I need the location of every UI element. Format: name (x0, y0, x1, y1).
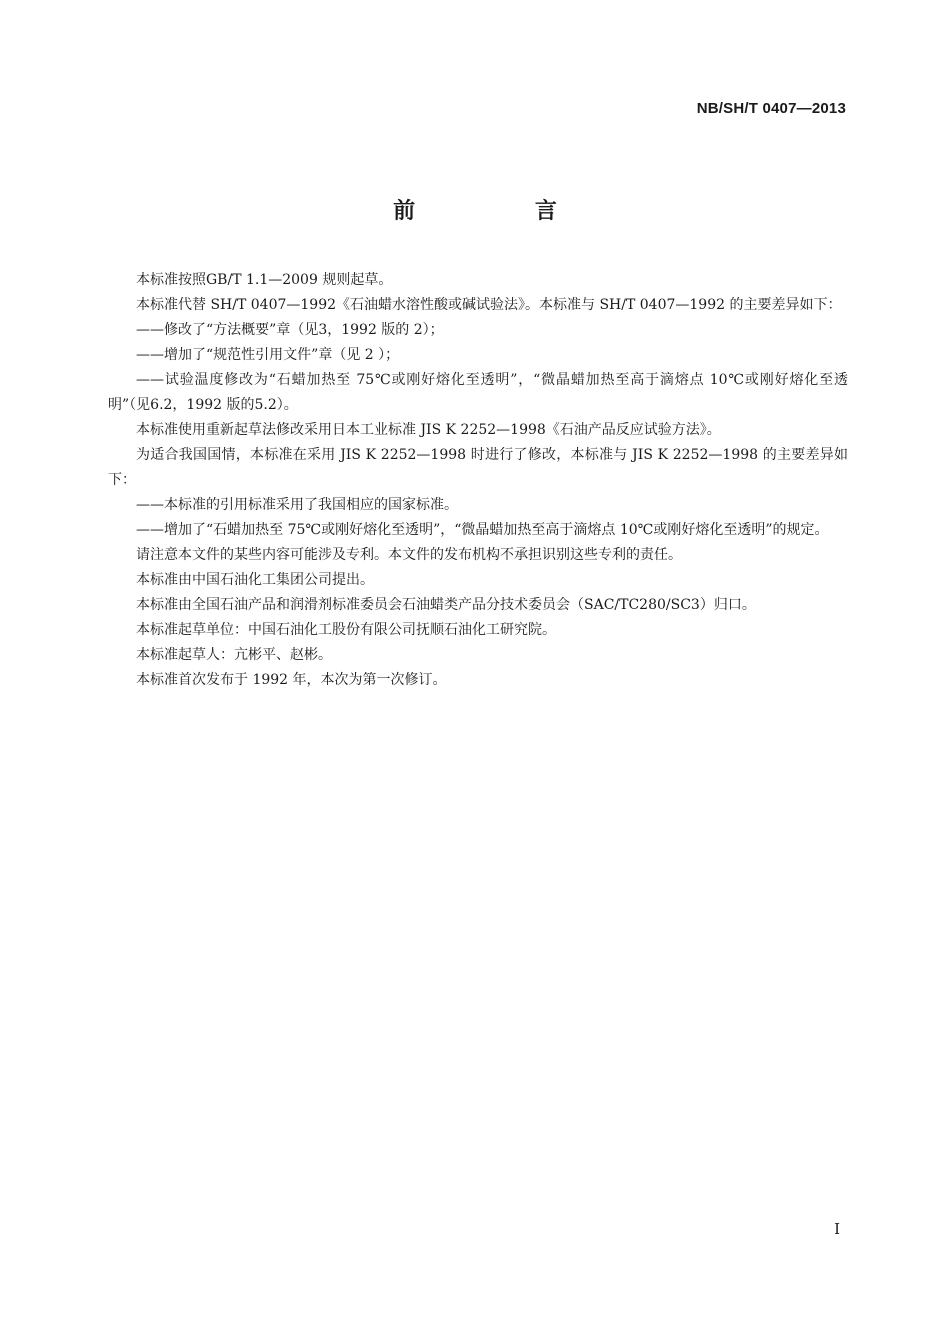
paragraph: 为适合我国国情，本标准在采用 JIS K 2252—1998 时进行了修改，本标准与 JIS K 2252—1998 的主要差异如下： (108, 447, 848, 488)
list-item: ——增加了“石蜡加热至 75℃或刚好熔化至透明”，“微晶蜡加热至高于滴熔点 10℃或刚好熔化至透明”的规定。 (136, 522, 829, 538)
paragraph: 请注意本文件的某些内容可能涉及专利。本文件的发布机构不承担识别这些专利的责任。 (136, 547, 682, 563)
standard-code: NB/SH/T 0407—2013 (696, 100, 846, 117)
list-item: ——本标准的引用标准采用了我国相应的国家标准。 (136, 497, 458, 513)
foreword-body (108, 268, 848, 693)
paragraph: 本标准代替 SH/T 0407—1992《石油蜡水溶性酸或碱试验法》。本标准与 SH/T 0407—1992 的主要差异如下： (136, 297, 842, 313)
list-item: ——试验温度修改为“石蜡加热至 75℃或刚好熔化至透明”，“微晶蜡加热至高于滴熔点 10℃或刚好熔化至透明”（见6.2，1992 版的5.2）。 (108, 372, 848, 413)
paragraph: 本标准使用重新起草法修改采用日本工业标准 JIS K 2252—1998《石油产品反应试验方法》。 (136, 422, 721, 438)
list-item: ——修改了“方法概要”章（见3，1992 版的 2）； (136, 322, 444, 338)
paragraph: 本标准由全国石油产品和润滑剂标准委员会石油蜡类产品分技术委员会（SAC/TC280/SC3）归口。 (136, 597, 756, 613)
paragraph: 本标准起草人：亢彬平、赵彬。 (136, 647, 332, 663)
list-item: ——增加了“规范性引用文件”章（见 2 ）； (136, 347, 400, 363)
page-title: 前 言 (393, 199, 613, 224)
paragraph: 本标准按照GB/T 1.1—2009 规则起草。 (136, 272, 393, 288)
paragraph: 本标准首次发布于 1992 年，本次为第一次修订。 (136, 672, 447, 688)
paragraph: 本标准起草单位：中国石油化工股份有限公司抚顺石油化工研究院。 (136, 622, 556, 638)
paragraph: 本标准由中国石油化工集团公司提出。 (136, 572, 374, 588)
page-number: I (834, 1220, 840, 1238)
